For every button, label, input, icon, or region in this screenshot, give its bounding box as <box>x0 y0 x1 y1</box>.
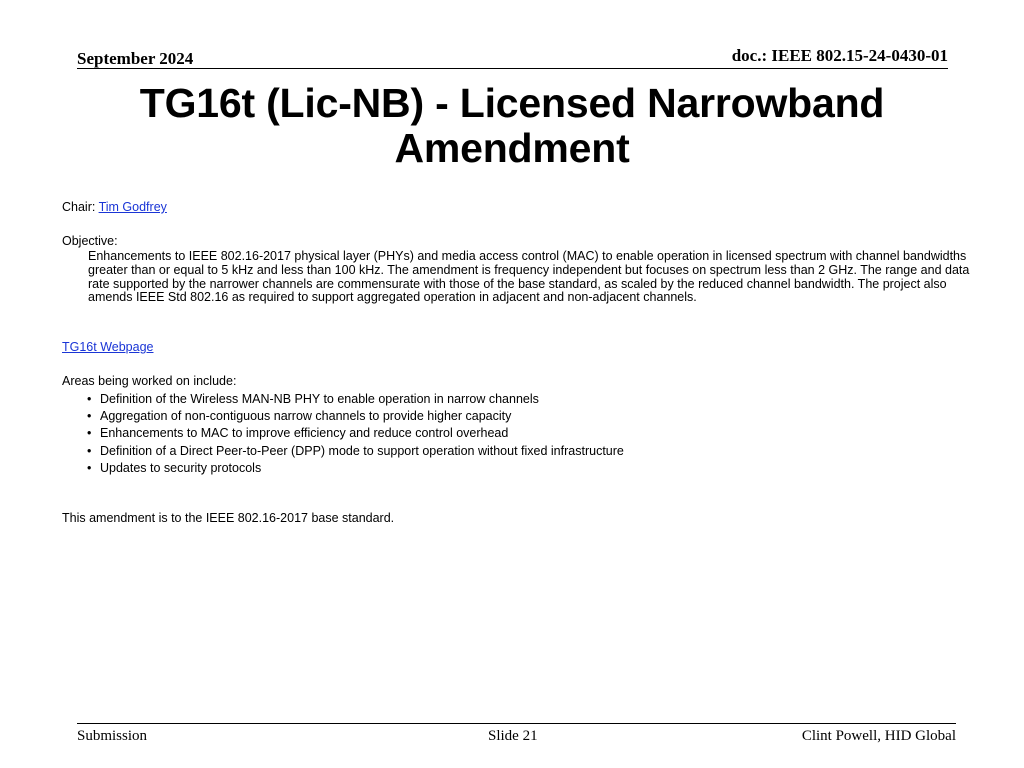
header-doc-id: doc.: IEEE 802.15-24-0430-01 <box>731 46 948 65</box>
list-item <box>86 443 624 460</box>
header-divider <box>77 68 948 69</box>
list-item <box>86 408 624 425</box>
slide-title: TG16t (Lic-NB) - Licensed Narrowband Amendment <box>139 80 885 171</box>
bullet-icon: • <box>87 443 92 458</box>
footer-divider <box>77 723 956 724</box>
footer-slide-number: Slide 21 <box>488 728 538 744</box>
list-item-text: Updates to security protocols <box>100 460 262 475</box>
list-item-text: Enhancements to MAC to improve efficiency and reduce control overhead <box>100 426 509 441</box>
chair-label: Chair: <box>62 200 99 214</box>
objective-text: Enhancements to IEEE 802.16-2017 physical layer (PHYs) and media access control (MAC) to enable operation in licensed spectrum with channel bandwidths greater than or equal to 5 kHz and less than 100 kHz. The amendment is frequency independent but focuses on spectrum less than 2 GHz. The range and data rate supported by the narrower channels are commensurate with those of the base standard, as scaled by the reduced channel bandwidth. The project also amends IEEE Std 802.16 as required to support aggregated operation in adjacent and non-adjacent channels. <box>88 249 970 305</box>
tg16t-webpage-link[interactable]: TG16t Webpage <box>62 340 154 354</box>
bullet-icon: • <box>87 392 92 406</box>
amendment-note: This amendment is to the IEEE 802.16-2017 base standard. <box>62 511 395 525</box>
list-item-text: Aggregation of non-contiguous narrow channels to provide higher capacity <box>100 409 512 424</box>
areas-list <box>86 391 624 477</box>
areas-label: Areas being worked on include: <box>62 374 237 388</box>
footer-submission: Submission <box>77 728 148 744</box>
list-item-text: Definition of the Wireless MAN-NB PHY to enable operation in narrow channels <box>100 392 539 406</box>
list-item <box>86 460 624 477</box>
list-item <box>86 391 624 408</box>
footer-author: Clint Powell, HID Global <box>801 728 956 744</box>
list-item-text: Definition of a Direct Peer-to-Peer (DPP) mode to support operation without fixed infrastructure <box>100 443 624 458</box>
bullet-icon: • <box>87 460 92 475</box>
header-date: September 2024 <box>77 49 194 68</box>
list-item <box>86 425 624 442</box>
webpage-line <box>62 340 990 354</box>
chair-line <box>62 200 990 214</box>
objective-label: Objective: <box>62 234 118 248</box>
chair-name-link[interactable]: Tim Godfrey <box>98 200 167 214</box>
bullet-icon: • <box>87 409 92 424</box>
bullet-icon: • <box>87 426 92 441</box>
